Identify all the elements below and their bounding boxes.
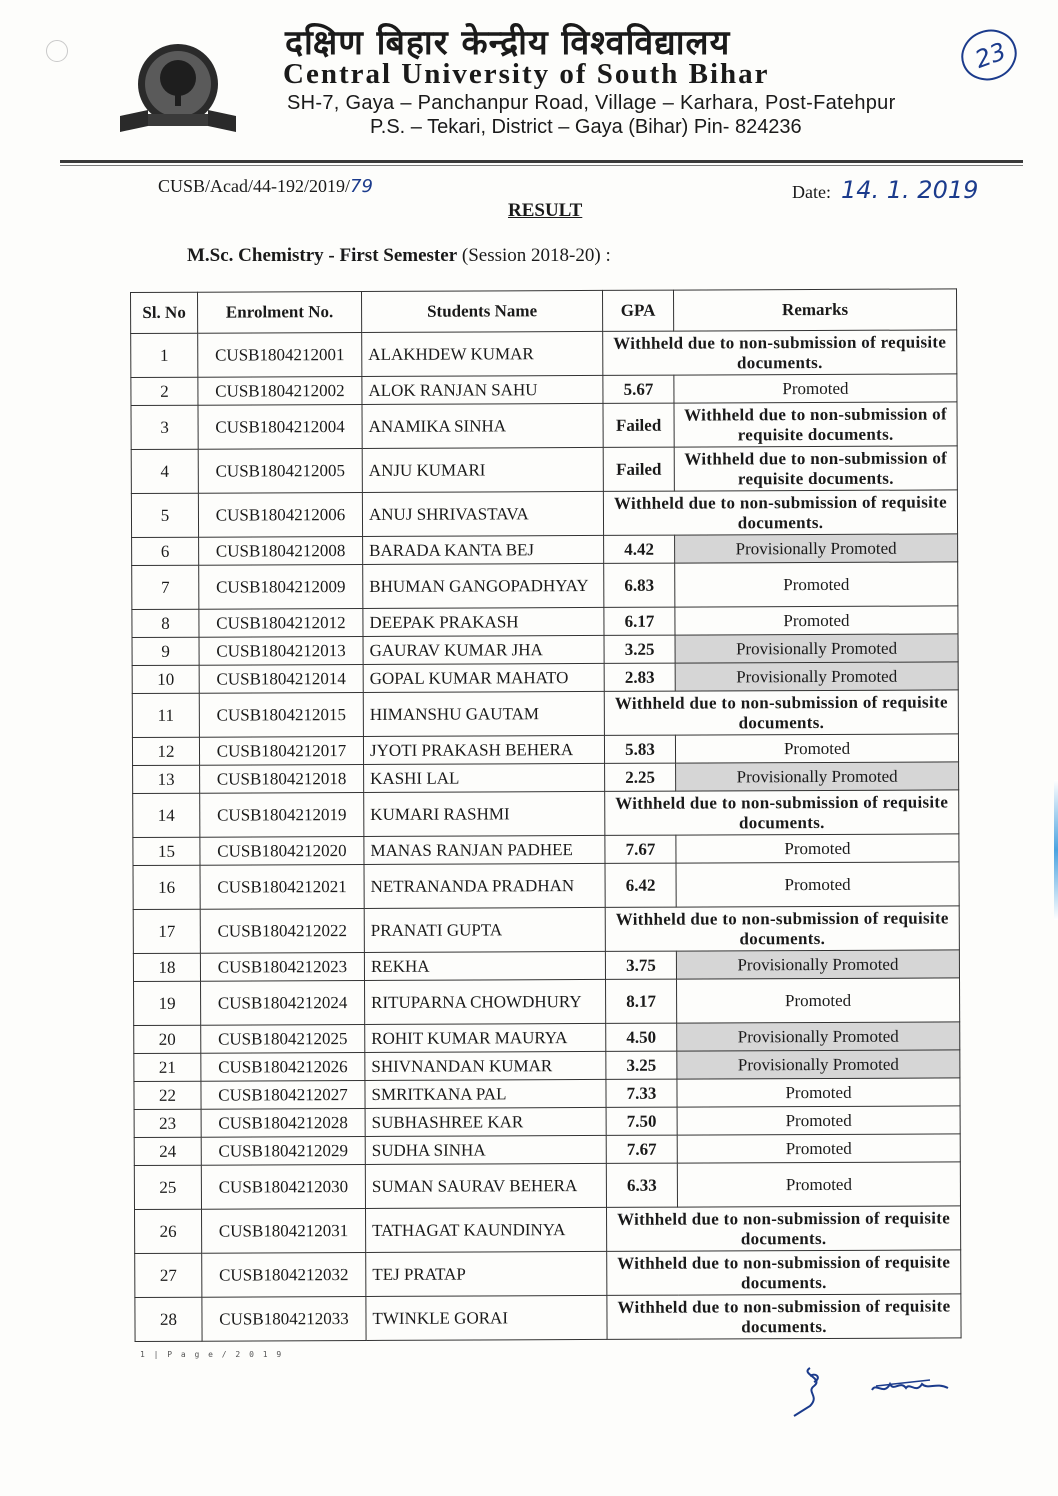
table-row	[132, 534, 958, 566]
cell-student-name: PRANATI GUPTA	[364, 907, 605, 952]
cell-withheld-remark: Withheld due to non-submission of requisite documents.	[607, 1294, 961, 1340]
course-name: M.Sc. Chemistry - First Semester	[187, 245, 458, 266]
cell-enrolment: CUSB1804212033	[202, 1296, 366, 1341]
cell-student-name: TEJ PRATAP	[366, 1251, 607, 1296]
cell-student-name: MANAS RANJAN PADHEE	[364, 835, 605, 864]
address-line-1: SH-7, Gaya – Panchanpur Road, Village – Karhara, Post-Fatehpur	[287, 92, 896, 114]
cell-remarks: Provisionally Promoted	[676, 950, 959, 979]
punch-hole	[46, 40, 68, 62]
cell-enrolment: CUSB1804212017	[199, 736, 363, 765]
cell-student-name: GAURAV KUMAR JHA	[363, 635, 604, 664]
cell-student-name: NETRANANDA PRADHAN	[364, 863, 605, 908]
cell-enrolment: CUSB1804212031	[202, 1208, 366, 1253]
date-label: Date:	[792, 182, 831, 202]
page-number-circle-icon	[958, 24, 1020, 86]
table-row	[134, 1022, 960, 1054]
cell-remarks: Provisionally Promoted	[675, 662, 958, 691]
table-row	[134, 1078, 960, 1110]
cell-remarks: Promoted	[674, 374, 957, 403]
cell-gpa: 3.75	[605, 951, 676, 979]
date-value: 14. 1. 2019	[840, 176, 979, 204]
university-name-english: Central University of South Bihar	[283, 58, 770, 90]
cell-student-name: ALAKHDEW KUMAR	[362, 331, 603, 376]
cell-gpa: 4.42	[604, 535, 675, 563]
cell-student-name: TWINKLE GORAI	[366, 1295, 607, 1340]
cell-enrolment: CUSB1804212032	[202, 1252, 366, 1297]
cell-remarks: Provisionally Promoted	[675, 634, 958, 663]
cell-gpa: 7.67	[605, 835, 676, 863]
table-row	[131, 490, 957, 538]
cell-sl-no: 8	[132, 609, 199, 637]
cell-sl-no: 15	[133, 837, 200, 865]
table-row	[133, 906, 959, 954]
cell-gpa: 6.42	[605, 863, 676, 907]
cell-gpa: Failed	[603, 447, 674, 491]
cell-student-name: RITUPARNA CHOWDHURY	[365, 979, 606, 1024]
cell-remarks: Promoted	[677, 1106, 960, 1135]
result-table	[130, 288, 962, 1342]
cell-enrolment: CUSB1804212005	[198, 448, 362, 493]
cell-gpa: 8.17	[606, 979, 677, 1023]
cell-student-name: SMRITKANA PAL	[365, 1079, 606, 1108]
cell-gpa: 3.25	[606, 1051, 677, 1079]
cell-remarks: Promoted	[676, 834, 959, 863]
cell-student-name: DEEPAK PRAKASH	[363, 607, 604, 636]
cell-remarks: Promoted	[675, 606, 958, 635]
cell-enrolment: CUSB1804212018	[200, 764, 364, 793]
cell-enrolment: CUSB1804212009	[199, 564, 363, 609]
cell-withheld-remark: Withheld due to non-submission of requisite documents.	[603, 490, 957, 536]
header-rule-thin	[60, 165, 1023, 166]
cell-withheld-remark: Withheld due to non-submission of requisite documents.	[606, 1206, 960, 1252]
cell-gpa: 2.83	[604, 663, 675, 691]
cell-sl-no: 19	[134, 981, 201, 1025]
document-title: RESULT	[508, 200, 583, 221]
cell-gpa: 4.50	[606, 1023, 677, 1051]
cell-gpa: 6.33	[606, 1163, 677, 1207]
reference-prefix: CUSB/Acad/44-192/2019/	[158, 176, 350, 196]
cell-enrolment: CUSB1804212001	[198, 332, 362, 377]
cell-student-name: REKHA	[364, 951, 605, 980]
cell-enrolment: CUSB1804212024	[201, 980, 365, 1025]
cell-student-name: BHUMAN GANGOPADHYAY	[363, 563, 604, 608]
cell-withheld-remark: Withheld due to non-submission of requisite documents.	[607, 1250, 961, 1296]
cell-remarks: Promoted	[675, 734, 958, 763]
table-row	[132, 734, 958, 766]
table-row	[134, 1162, 960, 1210]
page-mark-text: 23	[971, 37, 1010, 74]
table-row	[133, 762, 959, 794]
cell-remarks: Provisionally Promoted	[677, 1022, 960, 1051]
cell-remarks: Withheld due to non-submission of requisite documents.	[674, 446, 957, 491]
cell-student-name: HIMANSHU GAUTAM	[363, 691, 604, 736]
cell-student-name: KASHI LAL	[364, 763, 605, 792]
cell-sl-no: 6	[132, 537, 199, 565]
cell-sl-no: 1	[131, 333, 198, 377]
signature-icon	[780, 1360, 970, 1420]
cell-student-name: ROHIT KUMAR MAURYA	[365, 1023, 606, 1052]
cell-remarks: Promoted	[675, 562, 958, 607]
table-row	[134, 1106, 960, 1138]
cell-gpa: 7.50	[606, 1107, 677, 1135]
cell-enrolment: CUSB1804212012	[199, 608, 363, 637]
table-row	[133, 790, 959, 838]
cell-gpa: 5.67	[603, 375, 674, 403]
cell-remarks: Provisionally Promoted	[675, 534, 958, 563]
cell-student-name: KUMARI RASHMI	[364, 791, 605, 836]
cell-remarks: Promoted	[677, 978, 960, 1023]
table-row	[131, 402, 957, 450]
cell-student-name: SUMAN SAURAV BEHERA	[365, 1163, 606, 1208]
table-row	[135, 1250, 961, 1298]
header-name: Students Name	[361, 290, 602, 332]
cell-enrolment: CUSB1804212029	[201, 1136, 365, 1165]
table-row	[131, 374, 957, 406]
reference-number	[158, 176, 373, 197]
cell-enrolment: CUSB1804212021	[200, 864, 364, 909]
cell-remarks: Promoted	[676, 862, 959, 907]
cell-student-name: BARADA KANTA BEJ	[363, 535, 604, 564]
cell-student-name: GOPAL KUMAR MAHATO	[363, 663, 604, 692]
table-row	[132, 690, 958, 738]
cell-sl-no: 5	[131, 493, 198, 537]
cell-remarks: Promoted	[677, 1134, 960, 1163]
course-title	[187, 245, 611, 267]
table-row	[132, 606, 958, 638]
university-name-hindi: दक्षिण बिहार केन्द्रीय विश्वविद्यालय	[285, 23, 731, 63]
date	[792, 176, 978, 204]
cell-student-name: SHIVNANDAN KUMAR	[365, 1051, 606, 1080]
cell-enrolment: CUSB1804212015	[199, 692, 363, 737]
table-row	[135, 1294, 961, 1342]
cell-enrolment: CUSB1804212019	[200, 792, 364, 837]
table-row	[135, 1206, 961, 1254]
header-enrolment: Enrolment No.	[198, 291, 362, 333]
cell-sl-no: 24	[134, 1137, 201, 1165]
cell-sl-no: 26	[135, 1209, 202, 1253]
cell-sl-no: 23	[134, 1109, 201, 1137]
cell-withheld-remark: Withheld due to non-submission of requisite documents.	[603, 330, 957, 376]
table-row	[132, 662, 958, 694]
cell-remarks: Provisionally Promoted	[676, 762, 959, 791]
cell-enrolment: CUSB1804212004	[198, 404, 362, 449]
cell-sl-no: 25	[134, 1165, 201, 1209]
cell-remarks: Withheld due to non-submission of requisite documents.	[674, 402, 957, 447]
cell-enrolment: CUSB1804212014	[199, 664, 363, 693]
cell-enrolment: CUSB1804212025	[201, 1024, 365, 1053]
cell-sl-no: 18	[133, 953, 200, 981]
cell-remarks: Promoted	[677, 1078, 960, 1107]
cell-sl-no: 13	[133, 765, 200, 793]
cell-gpa: 7.67	[606, 1135, 677, 1163]
cell-sl-no: 3	[131, 405, 198, 449]
cell-enrolment: CUSB1804212022	[200, 908, 364, 953]
cell-student-name: JYOTI PRAKASH BEHERA	[363, 735, 604, 764]
cell-student-name: SUDHA SINHA	[365, 1135, 606, 1164]
cell-withheld-remark: Withheld due to non-submission of requisite documents.	[605, 790, 959, 836]
cell-sl-no: 14	[133, 793, 200, 837]
cell-sl-no: 21	[134, 1053, 201, 1081]
cell-sl-no: 9	[132, 637, 199, 665]
cell-gpa: 5.83	[604, 735, 675, 763]
header-sl-no: Sl. No	[131, 292, 198, 333]
cell-sl-no: 7	[132, 565, 199, 609]
table-row	[132, 634, 958, 666]
cell-student-name: ANUJ SHRIVASTAVA	[362, 491, 603, 536]
address-line-2: P.S. – Tekari, District – Gaya (Bihar) Pin- 824236	[370, 116, 802, 138]
cell-enrolment: CUSB1804212013	[199, 636, 363, 665]
cell-sl-no: 20	[134, 1025, 201, 1053]
cell-student-name: SUBHASHREE KAR	[365, 1107, 606, 1136]
cell-enrolment: CUSB1804212002	[198, 376, 362, 405]
cell-enrolment: CUSB1804212008	[199, 536, 363, 565]
cell-sl-no: 12	[132, 737, 199, 765]
cell-sl-no: 4	[131, 449, 198, 493]
cell-enrolment: CUSB1804212023	[200, 952, 364, 981]
cell-enrolment: CUSB1804212030	[201, 1164, 365, 1209]
cell-sl-no: 22	[134, 1081, 201, 1109]
cell-sl-no: 10	[132, 665, 199, 693]
cell-enrolment: CUSB1804212027	[201, 1080, 365, 1109]
table-row	[134, 1134, 960, 1166]
cell-sl-no: 16	[133, 865, 200, 909]
cell-remarks: Provisionally Promoted	[677, 1050, 960, 1079]
cell-gpa: 7.33	[606, 1079, 677, 1107]
table-row	[131, 446, 957, 494]
cell-withheld-remark: Withheld due to non-submission of requisite documents.	[604, 690, 958, 736]
cell-sl-no: 17	[133, 909, 200, 953]
cell-sl-no: 27	[135, 1253, 202, 1297]
header-gpa: GPA	[602, 290, 673, 331]
cell-student-name: ALOK RANJAN SAHU	[362, 375, 603, 404]
header-rule	[60, 160, 1023, 163]
cell-enrolment: CUSB1804212026	[201, 1052, 365, 1081]
cell-gpa: 3.25	[604, 635, 675, 663]
cell-sl-no: 11	[132, 693, 199, 737]
cell-sl-no: 2	[131, 377, 198, 405]
table-row	[133, 834, 959, 866]
cell-student-name: TATHAGAT KAUNDINYA	[366, 1207, 607, 1252]
cell-gpa: 6.17	[604, 607, 675, 635]
reference-handwritten: 79	[350, 176, 373, 197]
table-row	[132, 562, 958, 610]
cell-enrolment: CUSB1804212006	[198, 492, 362, 537]
table-row	[134, 978, 960, 1026]
university-logo-icon	[118, 38, 238, 138]
page-footer: 1 | P a g e / 2 0 1 9	[140, 1350, 284, 1359]
cell-gpa: 2.25	[605, 763, 676, 791]
cell-withheld-remark: Withheld due to non-submission of requisite documents.	[605, 906, 959, 952]
cell-enrolment: CUSB1804212028	[201, 1108, 365, 1137]
cell-student-name: ANAMIKA SINHA	[362, 403, 603, 448]
table-row	[134, 1050, 960, 1082]
cell-gpa: Failed	[603, 403, 674, 447]
table-row	[133, 950, 959, 982]
table-header-row	[131, 289, 957, 334]
table-row	[131, 330, 957, 378]
cell-enrolment: CUSB1804212020	[200, 836, 364, 865]
cell-sl-no: 28	[135, 1297, 202, 1341]
cell-gpa: 6.83	[604, 563, 675, 607]
cell-student-name: ANJU KUMARI	[362, 447, 603, 492]
table-row	[133, 862, 959, 910]
cell-remarks: Promoted	[677, 1162, 960, 1207]
header-remarks: Remarks	[673, 289, 956, 331]
scan-edge-mark	[1054, 780, 1058, 920]
course-session: (Session 2018-20) :	[457, 245, 611, 266]
